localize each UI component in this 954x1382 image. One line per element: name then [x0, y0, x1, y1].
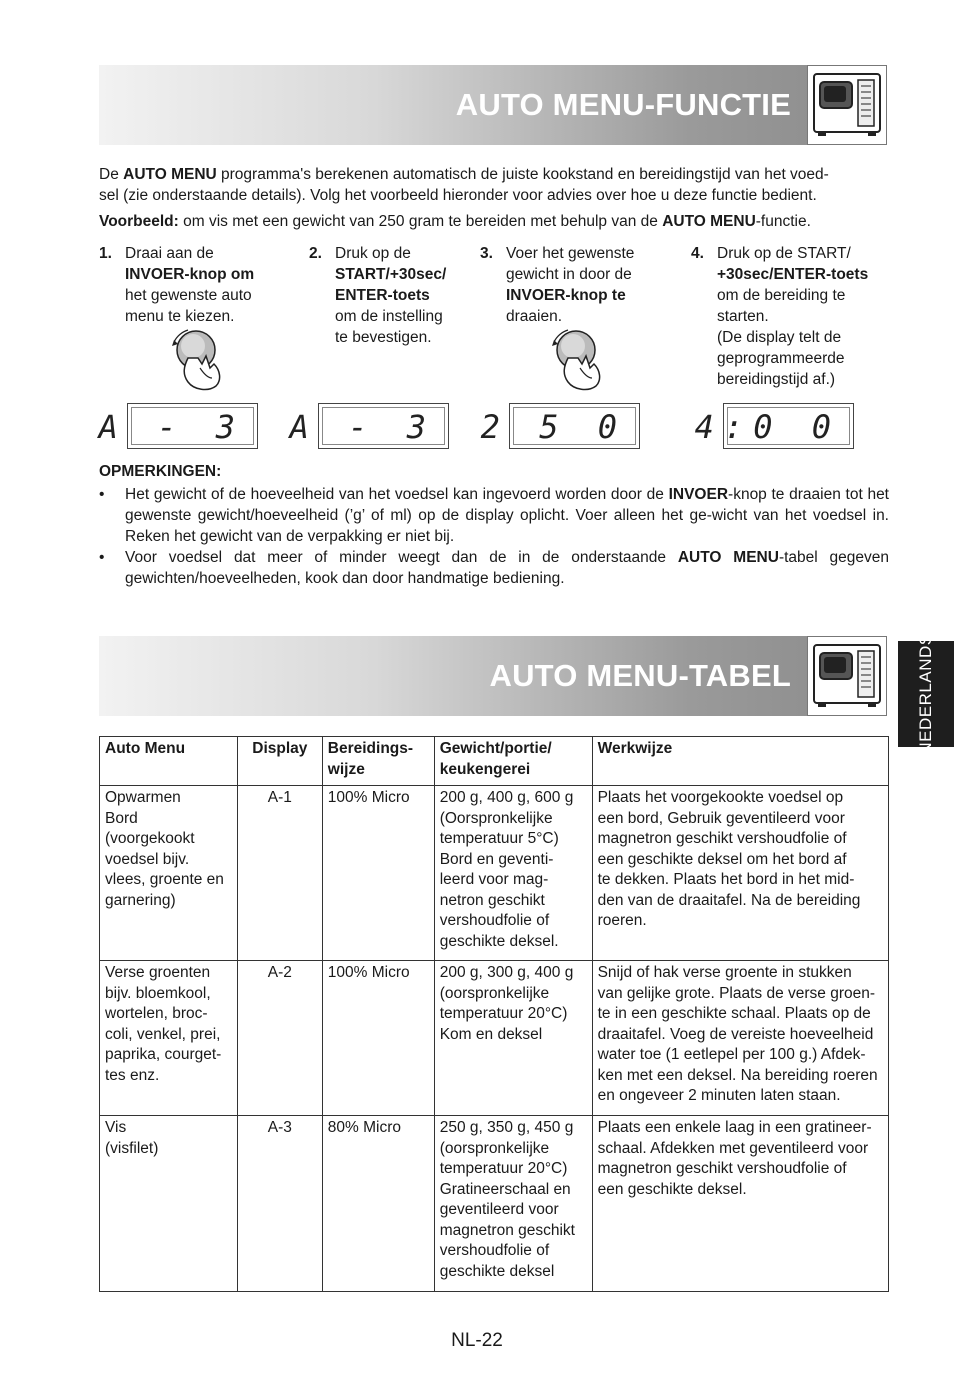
intro-bold: AUTO MENU [123, 166, 217, 183]
microwave-icon [807, 65, 887, 145]
table-row [100, 1116, 889, 1292]
step-line: bereidingstijd af.) [717, 371, 836, 388]
note-2 [99, 547, 889, 591]
cell-mode: 80% Micro [322, 1116, 434, 1292]
note-bold: AUTO MENU [677, 549, 779, 566]
example-paragraph [99, 211, 889, 232]
lcd-value: 4:0 0 [694, 408, 841, 446]
notes-heading: OPMERKINGEN: [99, 463, 222, 480]
note-part: -tabel gegeven gewichten/hoeveelheden, kook dan door handmatige bediening. [125, 549, 889, 587]
lcd-display [694, 403, 854, 449]
step-line: START/+30sec/ [335, 266, 447, 283]
section-title: AUTO MENU-FUNCTIE [455, 87, 791, 122]
lcd-value: A - 3 [98, 408, 245, 446]
table-row [100, 961, 889, 1116]
note-text [125, 547, 889, 589]
step-number: 2. [309, 245, 322, 262]
cell-display: A-3 [237, 1116, 322, 1292]
col-header: Werkwijze [592, 737, 888, 786]
cell-method: Plaats een enkele laag in een gratineer- schaal. Afdekken met geventileerd voor magnetron geschikt vershoudfolie of een geschikte deksel. [592, 1116, 888, 1292]
auto-menu-table [99, 736, 889, 1292]
section-banner-auto-menu-functie [99, 65, 887, 145]
cell-menu: Opwarmen Bord (voorgekookt voedsel bijv. vlees, groente en garnering) [100, 786, 238, 961]
note-part: Het gewicht of de hoeveelheid van het voedsel kan ingevoerd worden door de [125, 486, 669, 503]
knob-hand-icon [550, 328, 610, 396]
cell-weight: 200 g, 300 g, 400 g (oorspronkelijke temperatuur 20°C) Kom en deksel [434, 961, 592, 1116]
cell-display: A-2 [237, 961, 322, 1116]
step-line: (De display telt de [717, 329, 842, 346]
example-text: om vis met een gewicht van 250 gram te bereiden met behulp van de [178, 213, 663, 230]
table-row [100, 786, 889, 961]
step-number: 3. [480, 245, 493, 262]
lcd-display [480, 403, 640, 449]
step-line: INVOER-knop om [125, 266, 255, 283]
cell-menu: Vis (visfilet) [100, 1116, 238, 1292]
section-banner-auto-menu-tabel [99, 636, 887, 716]
bullet: • [99, 549, 105, 566]
step-text [717, 243, 868, 390]
step-line: Druk op de [335, 245, 411, 262]
lcd-display [98, 403, 258, 449]
step-line: Voer het gewenste [506, 245, 635, 262]
note-1 [99, 484, 889, 548]
step-line: +30sec/ENTER-toets [717, 266, 869, 283]
lcd-value: A - 3 [289, 408, 436, 446]
col-header: Display [237, 737, 322, 786]
step-line: gewicht in door de [506, 266, 632, 283]
col-header: Bereidings- wijze [322, 737, 434, 786]
step-line: starten. [717, 308, 769, 325]
lcd-value: 2 5 0 [480, 408, 627, 446]
example-bold: AUTO MENU [662, 213, 756, 230]
intro-text: sel (zie onderstaande details). Volg het voorbeeld hieronder voor advies over hoe u deze functie bedient. [99, 187, 817, 204]
cell-mode: 100% Micro [322, 786, 434, 961]
step-text [335, 243, 446, 348]
step-number: 1. [99, 245, 112, 262]
cell-menu: Verse groenten bijv. bloemkool, wortelen, broc- coli, venkel, prei, paprika, courget- tes enz. [100, 961, 238, 1116]
intro-text: De [99, 166, 124, 183]
cell-weight: 250 g, 350 g, 450 g (oorspronkelijke temperatuur 20°C) Gratineerschaal en geventileerd voor magnetron geschikt vershoudfolie of geschikte deksel [434, 1116, 592, 1292]
step-text [506, 243, 634, 327]
knob-hand-icon [170, 328, 230, 396]
step-line: Druk op de START/ [717, 245, 851, 262]
intro-text: programma's berekenen automatisch de juiste kookstand en bereidingstijd van het voed- [216, 166, 829, 183]
step-text [125, 243, 254, 327]
language-side-tab [898, 633, 954, 755]
step-line: geprogrammeerde [717, 350, 845, 367]
cell-mode: 100% Micro [322, 961, 434, 1116]
cell-display: A-1 [237, 786, 322, 961]
step-line: draaien. [506, 308, 563, 325]
lcd-display [289, 403, 449, 449]
example-text: -functie. [755, 213, 811, 230]
step-line: te bevestigen. [335, 329, 432, 346]
page-number: NL-22 [451, 1330, 503, 1351]
table-header-row [100, 737, 889, 786]
col-header: Gewicht/portie/ keukengerei [434, 737, 592, 786]
cell-weight: 200 g, 400 g, 600 g (Oorspronkelijke temperatuur 5°C) Bord en geventi- leerd voor mag- netron geschikt vershoudfolie of geschikte deksel. [434, 786, 592, 961]
note-bold: INVOER [668, 486, 729, 503]
side-tab-label: NEDERLANDS [916, 633, 935, 755]
example-label: Voorbeeld: [99, 213, 179, 230]
step-line: Draai aan de [125, 245, 214, 262]
note-part: -knop te draaien tot het gewenste gewicht/hoeveelheid (’g’ of ml) op de display oplicht. Voer alleen het ge-wicht van het voedsel in. Reken het gewicht van de verpakking er niet bij. [125, 486, 889, 545]
note-text [125, 484, 889, 547]
col-header: Auto Menu [100, 737, 238, 786]
microwave-icon [807, 636, 887, 716]
cell-method: Plaats het voorgekookte voedsel op een bord, Gebruik geventileerd voor magnetron geschikt vershoudfolie of een geschikte deksel om het bord af te dekken. Plaats het bord in het mid- den van de draaitafel. Na de bereiding roeren. [592, 786, 888, 961]
step-line: het gewenste auto [125, 287, 252, 304]
step-line: om de instelling [335, 308, 443, 325]
bullet: • [99, 486, 105, 503]
intro-paragraph [99, 164, 889, 206]
cell-method: Snijd of hak verse groente in stukken van gelijke grote. Plaats de verse groen- te in een geschikte schaal. Plaats op de draaitafel. Voeg de vereiste hoeveelheid water toe (1 eetlepel per 100 g.) Afdek- ken met een deksel. Na bereiding roeren en ongeveer 2 minuten laten staan. [592, 961, 888, 1116]
step-line: menu te kiezen. [125, 308, 235, 325]
step-number: 4. [691, 245, 704, 262]
note-part: Voor voedsel dat meer of minder weegt dan de in de onderstaande [125, 549, 678, 566]
step-line: INVOER-knop te [506, 287, 626, 304]
section-title: AUTO MENU-TABEL [489, 658, 791, 693]
step-line: ENTER-toets [335, 287, 430, 304]
step-line: om de bereiding te [717, 287, 846, 304]
